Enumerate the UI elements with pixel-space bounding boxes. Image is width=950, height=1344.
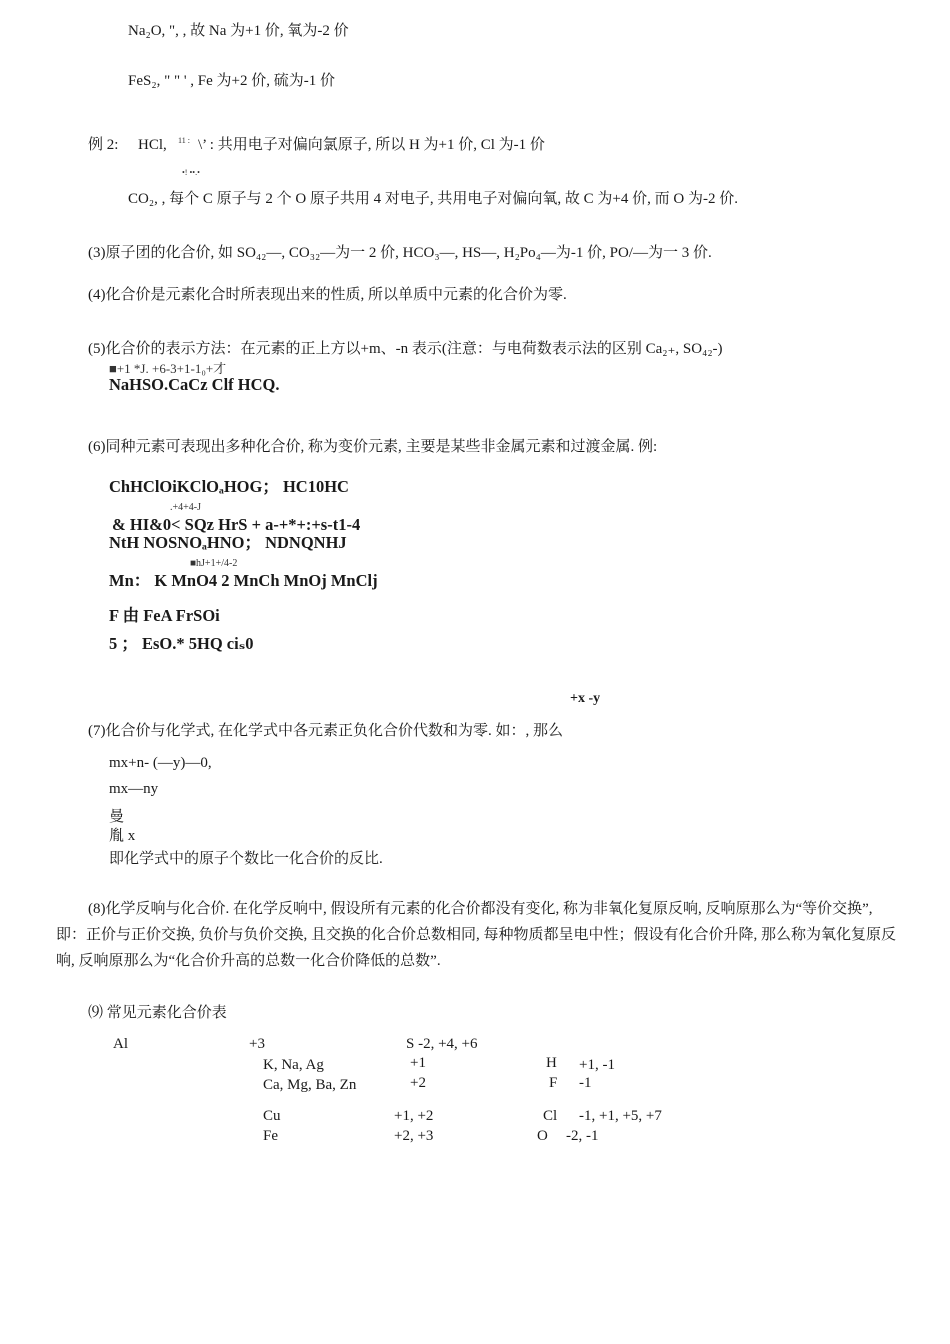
hcl-noise-mark: 11 : xyxy=(178,136,190,145)
line-variable-valence: (6)同种元素可表现出多种化合价, 称为变价元素, 主要是某些非金属元素和过渡金属. 例: xyxy=(88,439,658,455)
table-cell: +1 xyxy=(410,1055,426,1071)
formula-sulfur-2: 5 ； EsO.* 5HQ ciₛ0 xyxy=(109,634,254,653)
equation-line-4: 胤 x xyxy=(109,828,136,844)
line-hcl-text: \’ : 共用电子对偏向氯原子, 所以 H 为+1 价, Cl 为-1 价 xyxy=(198,137,545,153)
table-cell: -2, -1 xyxy=(566,1128,599,1144)
valence-superscripts-3: ■hJ+1+/4-2 xyxy=(190,558,238,569)
table-cell: +1, -1 xyxy=(579,1057,615,1073)
table-cell: Al xyxy=(113,1036,128,1052)
table-cell: Fe xyxy=(263,1128,278,1144)
valence-superscripts-1: ■+1 *J. +6-3+1-1₀+才 xyxy=(109,361,227,376)
table-cell: Cu xyxy=(263,1108,281,1124)
line-radical-valence: (3)原子团的化合价, 如 SO₄₂—, CO₃₂—为一 2 价, HCO₃—, HS—, H₂Po₄—为-1 价, PO/—为一 3 价. xyxy=(88,245,712,261)
line-elemental-zero: (4)化合价是元素化合时所表现出来的性质, 所以单质中元素的化合价为零. xyxy=(88,287,567,303)
table-cell: O xyxy=(537,1128,548,1144)
table-cell: Cl xyxy=(543,1108,558,1124)
valence-x-y-label: +x -y xyxy=(570,691,601,706)
formula-line-1: NaHSO.CaCz Clf HCQ. xyxy=(109,375,280,394)
table-cell: +3 xyxy=(249,1036,265,1052)
table-cell: H xyxy=(546,1055,557,1071)
table-cell: +2, +3 xyxy=(394,1128,434,1144)
line-fes2: FeS₂, " " ' , Fe 为+2 价, 硫为-1 价 xyxy=(128,73,335,89)
line-notation-method: (5)化合价的表示方法：在元素的正上方以+m、-n 表示(注意：与电荷数表示法的区别 Ca₂₊, SO₄₂-) xyxy=(88,341,723,357)
table-heading: ⑼ 常见元素化合价表 xyxy=(88,1005,227,1021)
line-na2o: Na₂O, ", , 故 Na 为+1 价, 氧为-2 价 xyxy=(128,23,349,39)
electron-dots-mark: •! ••.• xyxy=(182,168,200,177)
table-cell: +1, +2 xyxy=(394,1108,434,1124)
formula-nitrogen: NtH NOSNOₐHNO； NDNQNHJ xyxy=(109,533,347,552)
table-cell: F xyxy=(549,1075,558,1091)
table-cell: K, Na, Ag xyxy=(263,1057,324,1073)
line-co2: CO₂, , 每个 C 原子与 2 个 O 原子共用 4 对电子, 共用电子对偏向氧, 故 C 为+4 价, 而 O 为-2 价. xyxy=(128,191,738,207)
valence-superscripts-2: .+4+4-J xyxy=(170,502,202,513)
example-2-label: 例 2: xyxy=(88,137,119,153)
line-hcl-formula: HCl, xyxy=(138,137,167,153)
table-cell: -1 xyxy=(579,1075,592,1091)
line-formula-rule: (7)化合价与化学式, 在化学式中各元素正负化合价代数和为零. 如：, 那么 xyxy=(88,723,563,739)
line-ratio-conclusion: 即化学式中的原子个数比一化合价的反比. xyxy=(109,851,383,867)
table-cell: -1, +1, +5, +7 xyxy=(579,1108,662,1124)
table-cell: Ca, Mg, Ba, Zn xyxy=(263,1077,357,1093)
paragraph-redox: (8)化学反响与化合价. 在化学反响中, 假设所有元素的化合价都没有变化, 称为非氧化复原反响, 反响原那么为“等价交换”, 即：正价与正价交换, 负价与负价交换, 且交换的化合价总数相同, 每种物质都呈电中性；假设有化合价升降, 那么称为氧化复原反响, 反响原那么为“化合价升高的总数一化合价降低的总数”. xyxy=(56,901,897,969)
table-cell: +2 xyxy=(410,1075,426,1091)
formula-manganese: Mn： K MnO4 2 MnCh MnOj MnClj xyxy=(109,571,378,590)
table-cell: S -2, +4, +6 xyxy=(406,1036,478,1052)
equation-line-2: mx—ny xyxy=(109,781,159,797)
formula-iron: F 由 FeA FrSOi xyxy=(109,606,220,625)
equation-line-3: 曼 xyxy=(109,809,125,825)
formula-sulfur: & HI&0< SQz HrS + a-+*+:+s-t1-4 xyxy=(112,515,361,534)
equation-line-1: mx+n- (—y)—0, xyxy=(109,755,212,771)
formula-chlorine: ChHClOiKClOₐHOG； HC10HC xyxy=(109,477,349,496)
